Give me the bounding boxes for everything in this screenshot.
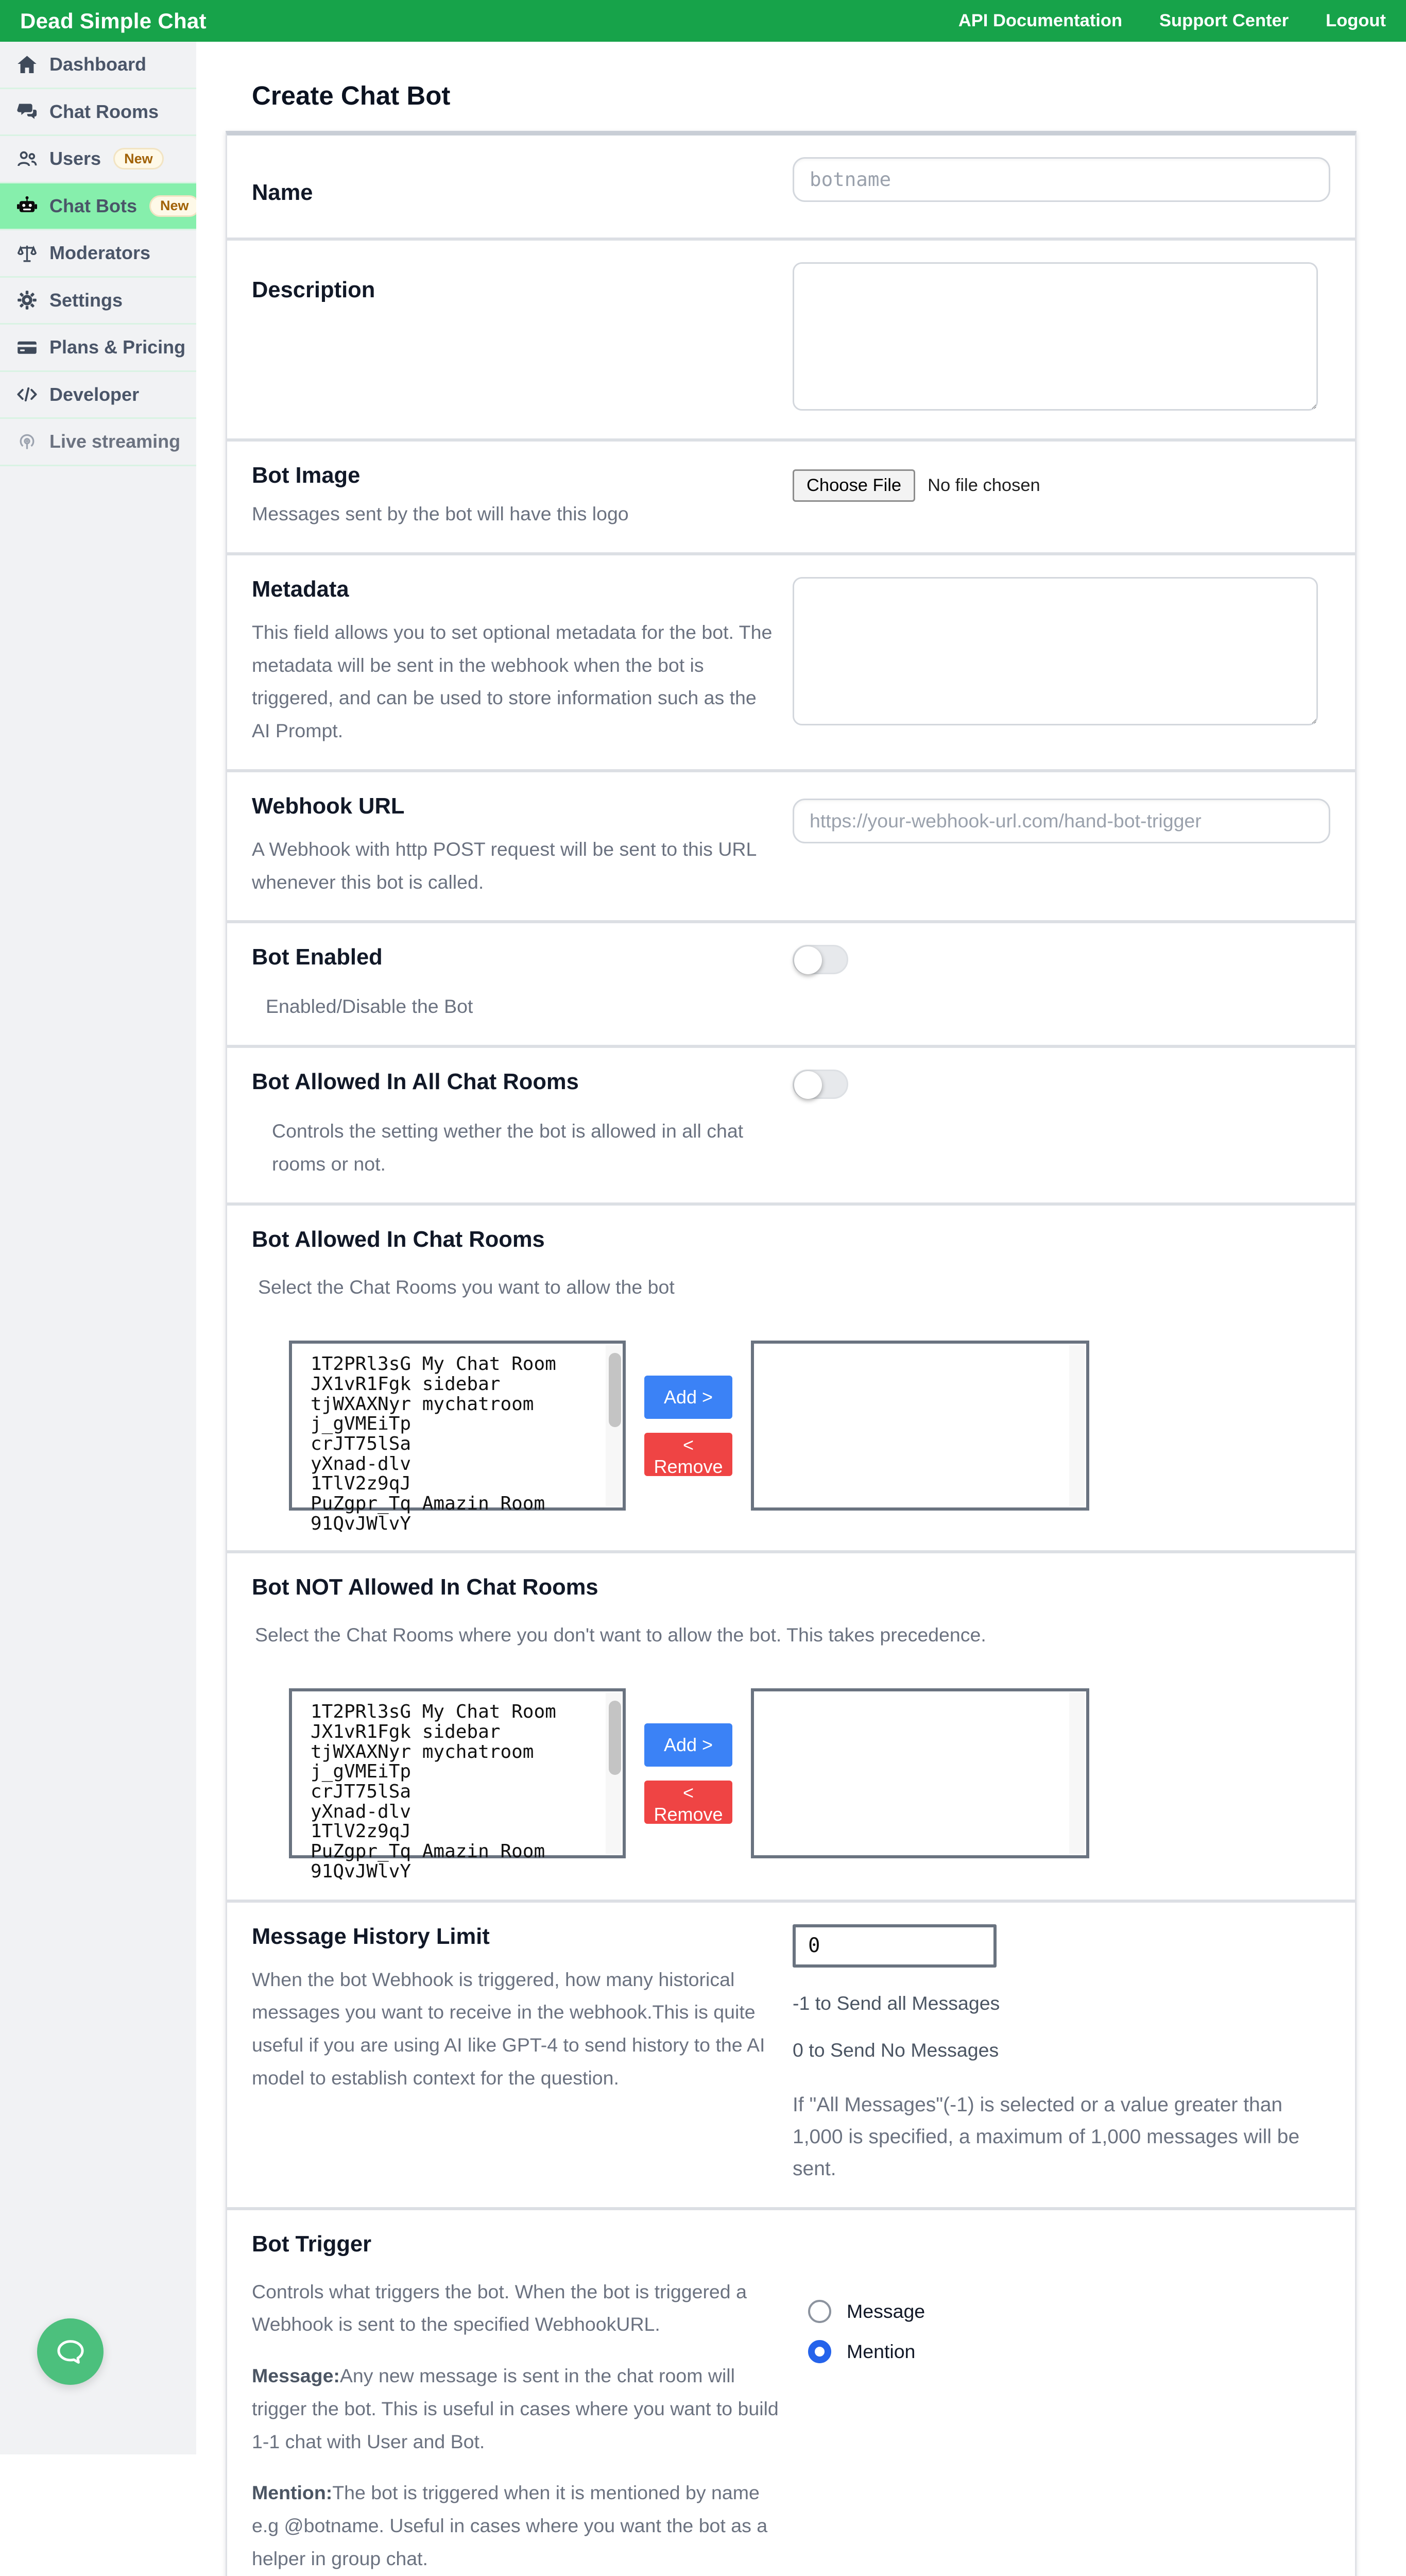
sidebar-item-plans-pricing[interactable] (0, 325, 196, 372)
term-message: Message: (252, 2365, 340, 2387)
room-option[interactable]: 1TlV2z9qJ (311, 1821, 411, 1842)
room-option[interactable]: 91QvJWlvY (311, 1513, 411, 1534)
webhook-url-input[interactable] (793, 799, 1330, 843)
bot-allowed-all-label: Bot Allowed In All Chat Rooms (252, 1070, 579, 1094)
new-badge: New (113, 148, 164, 170)
robot-icon (17, 196, 37, 216)
bot-allowed-all-toggle[interactable] (793, 1070, 848, 1099)
room-option[interactable]: 1T2PRl3sG My Chat Room (311, 1701, 556, 1723)
credit-card-icon (17, 337, 37, 358)
metadata-label: Metadata (252, 577, 349, 602)
bot-trigger-mention-desc: Mention:The bot is triggered when it is mentioned by name e.g @botname. Useful in cases where you want the bot as a helper in group chat. (252, 2482, 768, 2569)
allowed-rooms-label: Bot Allowed In Chat Rooms (252, 1227, 545, 1252)
sidebar-item-label: Plans & Pricing (49, 336, 186, 358)
room-option[interactable]: j_gVMEiTp (311, 1761, 411, 1783)
history-limit-label: Message History Limit (252, 1924, 490, 1949)
term-mention: Mention: (252, 2482, 333, 2504)
room-option[interactable]: PuZgpr_Tq Amazin Room (311, 1493, 545, 1515)
chat-bubbles-icon (17, 101, 37, 122)
scrollbar-thumb[interactable] (609, 1353, 621, 1427)
history-limit-input[interactable] (793, 1924, 997, 1968)
bot-image-row (227, 438, 1355, 552)
bot-trigger-label: Bot Trigger (252, 2231, 372, 2257)
remove-button[interactable]: < Remove (644, 1433, 732, 1476)
sidebar-item-label: Chat Bots (49, 195, 137, 216)
room-option[interactable]: 1TlV2z9qJ (311, 1473, 411, 1495)
top-links (958, 11, 1386, 31)
room-option[interactable]: tjWXAXNyr mychatroom (311, 1393, 534, 1415)
bot-trigger-row (227, 2207, 1355, 2576)
allowed-rooms-transfer (289, 1341, 1330, 1534)
bot-trigger-message-desc: Message:Any new message is sent in the chat room will trigger the bot. This is useful in cases where you want to build 1-1 chat with User and Bot. (252, 2365, 779, 2452)
not-allowed-rooms-selected-list[interactable] (751, 1688, 1089, 1858)
bot-enabled-label: Bot Enabled (252, 945, 383, 970)
room-option[interactable]: JX1vR1Fgk sidebar (311, 1373, 501, 1395)
metadata-description: This field allows you to set optional metadata for the bot. The metadata will be sent in the webhook when the bot is triggered, and can be used to store information such as the AI Prompt. (252, 621, 773, 741)
sidebar-item-settings[interactable] (0, 278, 196, 325)
not-allowed-rooms-available-list[interactable] (289, 1688, 626, 1882)
room-option[interactable]: 1T2PRl3sG My Chat Room (311, 1353, 556, 1375)
chat-bubble-icon (54, 2335, 88, 2369)
sidebar (0, 42, 196, 2454)
radio-option-message[interactable] (808, 2300, 1330, 2323)
not-allowed-rooms-transfer (289, 1688, 1330, 1882)
brand-title: Dead Simple Chat (20, 8, 207, 33)
room-option[interactable]: j_gVMEiTp (311, 1413, 411, 1435)
webhook-url-row (227, 769, 1355, 921)
bot-image-label: Bot Image (252, 463, 361, 488)
top-bar (0, 0, 1406, 42)
sidebar-item-chat-bots[interactable] (0, 183, 196, 231)
radio-label: Mention (847, 2340, 916, 2362)
sidebar-item-label: Moderators (49, 242, 151, 264)
toggle-knob (794, 1071, 822, 1099)
add-button[interactable]: Add > (644, 1376, 732, 1419)
room-option[interactable]: tjWXAXNyr mychatroom (311, 1741, 534, 1762)
broadcast-icon (17, 432, 37, 452)
scrollbar-track[interactable] (1069, 1693, 1085, 1854)
main-content (196, 42, 1406, 2569)
scrollbar-track[interactable] (1069, 1345, 1085, 1506)
description-textarea[interactable] (793, 262, 1318, 411)
bot-allowed-all-description: Controls the setting wether the bot is allowed in all chat rooms or not. (272, 1120, 744, 1175)
code-icon (17, 384, 37, 404)
sidebar-item-label: Users (49, 148, 101, 170)
history-note-max: If "All Messages"(-1) is selected or a value greater than 1,000 is specified, a maximum of 1,000 messages will be sent. (793, 2093, 1300, 2180)
metadata-row (227, 552, 1355, 769)
sidebar-item-label: Settings (49, 289, 123, 311)
history-note-all: -1 to Send all Messages (793, 1992, 1000, 2014)
room-option[interactable]: yXnad-dlv (311, 1453, 411, 1475)
allowed-rooms-description: Select the Chat Rooms you want to allow the bot (258, 1276, 675, 1298)
create-bot-form (226, 131, 1357, 2576)
remove-button[interactable]: < Remove (644, 1781, 732, 1824)
sidebar-item-label: Chat Rooms (49, 100, 159, 122)
sidebar-item-chat-rooms[interactable] (0, 89, 196, 137)
link-support-center[interactable]: Support Center (1159, 11, 1289, 30)
radio-option-mention[interactable] (808, 2340, 1330, 2363)
sidebar-item-moderators[interactable] (0, 230, 196, 278)
history-note-none: 0 to Send No Messages (793, 2039, 999, 2061)
description-row (227, 238, 1355, 438)
not-allowed-rooms-label: Bot NOT Allowed In Chat Rooms (252, 1574, 598, 1600)
sidebar-item-live-streaming[interactable] (0, 419, 196, 466)
new-badge: New (149, 195, 200, 217)
sidebar-item-label: Live streaming (49, 431, 181, 452)
gear-icon (17, 290, 37, 310)
bot-enabled-row (227, 920, 1355, 1045)
bot-trigger-description: Controls what triggers the bot. When the bot is triggered a Webhook is sent to the specified WebhookURL. (252, 2280, 747, 2335)
radio-label: Message (847, 2300, 925, 2322)
radio-icon[interactable] (808, 2300, 831, 2323)
room-option[interactable]: JX1vR1Fgk sidebar (311, 1721, 501, 1742)
bot-enabled-description: Enabled/Disable the Bot (266, 995, 473, 1018)
home-icon (17, 55, 37, 75)
bot-enabled-toggle[interactable] (793, 945, 848, 974)
choose-file-button[interactable]: Choose File (793, 469, 915, 502)
toggle-knob (794, 946, 822, 974)
sidebar-item-users[interactable] (0, 136, 196, 183)
bot-allowed-all-row (227, 1045, 1355, 1202)
sidebar-item-label: Dashboard (49, 54, 147, 75)
add-button[interactable]: Add > (644, 1723, 732, 1767)
history-limit-description: When the bot Webhook is triggered, how many historical messages you want to receive in the webhook.This is quite useful if you are using AI like GPT-4 to send history to the AI model to establish context for the question. (252, 1968, 765, 2089)
room-option[interactable]: yXnad-dlv (311, 1801, 411, 1822)
webhook-url-label: Webhook URL (252, 793, 405, 819)
allowed-rooms-available-list[interactable] (289, 1341, 626, 1534)
room-option[interactable]: crJT75lSa (311, 1781, 411, 1803)
bot-image-description: Messages sent by the bot will have this logo (252, 503, 629, 524)
chat-widget-button[interactable] (37, 2318, 104, 2385)
radio-icon[interactable] (808, 2340, 831, 2363)
file-status-text: No file chosen (928, 476, 1040, 495)
sidebar-item-developer[interactable] (0, 372, 196, 419)
description-label: Description (252, 278, 375, 302)
allowed-rooms-row (227, 1202, 1355, 1550)
not-allowed-rooms-description: Select the Chat Rooms where you don't want to allow the bot. This takes precedence. (255, 1623, 986, 1646)
link-api-documentation[interactable]: API Documentation (958, 11, 1123, 30)
name-row (227, 135, 1355, 238)
room-option[interactable]: 91QvJWlvY (311, 1860, 411, 1882)
page-title: Create Chat Bot (252, 81, 451, 110)
sidebar-item-label: Developer (49, 383, 140, 405)
sidebar-item-dashboard[interactable] (0, 42, 196, 89)
name-input[interactable] (793, 157, 1330, 202)
webhook-url-description: A Webhook with http POST request will be sent to this URL whenever this bot is called. (252, 838, 756, 893)
name-label: Name (252, 180, 313, 205)
not-allowed-rooms-row (227, 1550, 1355, 1900)
room-option[interactable]: crJT75lSa (311, 1433, 411, 1455)
allowed-rooms-selected-list[interactable] (751, 1341, 1089, 1511)
link-logout[interactable]: Logout (1326, 11, 1386, 30)
room-option[interactable]: PuZgpr_Tq Amazin Room (311, 1841, 545, 1862)
scrollbar-thumb[interactable] (609, 1701, 621, 1775)
history-limit-row (227, 1900, 1355, 2207)
users-icon (17, 149, 37, 169)
metadata-textarea[interactable] (793, 577, 1318, 725)
scales-icon (17, 243, 37, 263)
